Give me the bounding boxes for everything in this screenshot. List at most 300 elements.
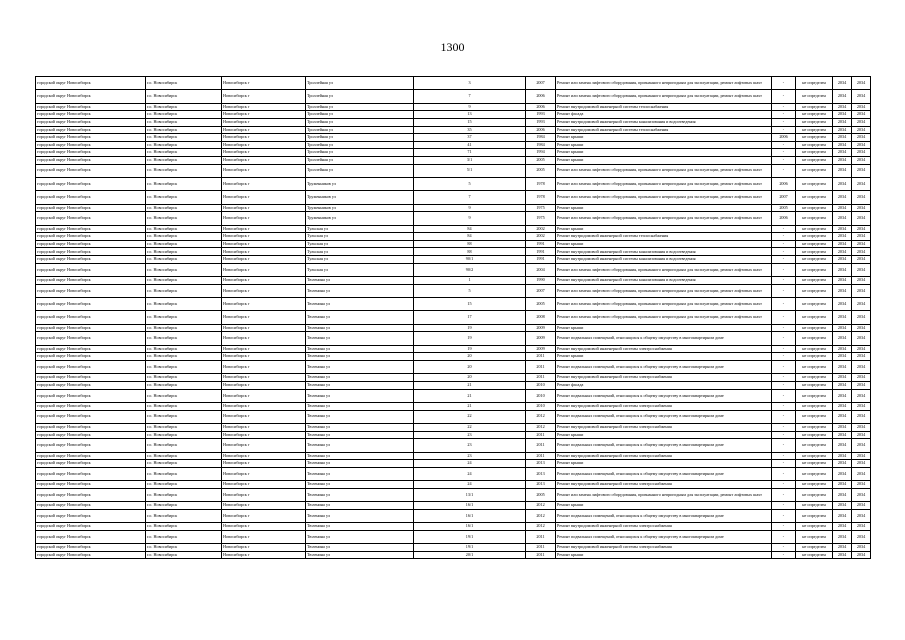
cell-status: не определен [796,191,833,204]
cell-settlement: г.о. Новосибирск [146,452,222,460]
cell-status: не определен [796,311,833,324]
cell-municipality: городской округ Новосибирск [36,389,146,402]
cell-settlement: г.о. Новосибирск [146,248,222,256]
cell-work: Ремонт внутридомовой инженерной системы канализования и водоотведения [556,248,772,256]
cell-flag-year: - [772,263,796,276]
cell-settlement: г.о. Новосибирск [146,134,222,142]
cell-settlement: г.о. Новосибирск [146,381,222,389]
cell-status: не определен [796,509,833,522]
cell-flag-year: - [772,324,796,332]
cell-work: Ремонт крыши [556,156,772,164]
cell-city: Новосибирск г [222,439,306,452]
cell-plan-year-from: 2034 [833,509,852,522]
cell-year: 2006 [526,103,556,111]
cell-street: Труженников ул [306,212,414,225]
cell-plan-year-from: 2034 [833,90,852,103]
cell-plan-year-from: 2034 [833,263,852,276]
cell-settlement: г.о. Новосибирск [146,360,222,373]
table-row [36,423,871,431]
cell-work: Ремонт крыши [556,551,772,559]
cell-city: Новосибирск г [222,410,306,423]
cell-street: Троллейная ул [306,77,414,90]
table-row [36,332,871,345]
cell-status: не определен [796,410,833,423]
cell-municipality: городской округ Новосибирск [36,118,146,126]
cell-municipality: городской округ Новосибирск [36,423,146,431]
cell-settlement: г.о. Новосибирск [146,118,222,126]
cell-flag-year: - [772,439,796,452]
cell-city: Новосибирск г [222,204,306,212]
cell-work: Ремонт подвальных помещений, относящихся к общему имуществу в многоквартирном доме [556,332,772,345]
cell-settlement: г.о. Новосибирск [146,141,222,149]
page-number: 1300 [440,40,465,54]
table-row [36,225,871,233]
cell-municipality: городской округ Новосибирск [36,225,146,233]
cell-municipality: городской округ Новосибирск [36,204,146,212]
cell-house: 16/1 [414,523,526,531]
cell-plan-year-to: 2034 [852,324,871,332]
table-row [36,488,871,501]
cell-municipality: городской округ Новосибирск [36,439,146,452]
cell-plan-year-from: 2034 [833,225,852,233]
cell-city: Новосибирск г [222,149,306,157]
cell-year: 1991 [526,248,556,256]
cell-city: Новосибирск г [222,523,306,531]
cell-plan-year-from: 2034 [833,233,852,241]
cell-plan-year-to: 2034 [852,156,871,164]
cell-status: не определен [796,431,833,439]
cell-municipality: городской округ Новосибирск [36,410,146,423]
cell-settlement: г.о. Новосибирск [146,460,222,468]
cell-house: 41 [414,141,526,149]
cell-year: 2010 [526,402,556,410]
cell-year: 2004 [526,263,556,276]
cell-street: Троллейная ул [306,164,414,177]
table-row [36,431,871,439]
cell-house: 9 [414,103,526,111]
cell-city: Новосибирск г [222,277,306,285]
cell-year: 2013 [526,481,556,489]
cell-settlement: г.о. Новосибирск [146,488,222,501]
cell-work: Ремонт или замена лифтового оборудования, признанного непригодным для эксплуатации, ремонт лифтовых шахт [556,212,772,225]
cell-house: 24 [414,467,526,480]
table-row [36,191,871,204]
cell-settlement: г.о. Новосибирск [146,439,222,452]
cell-plan-year-from: 2034 [833,204,852,212]
cell-municipality: городской округ Новосибирск [36,111,146,119]
repair-schedule-table [35,76,871,559]
cell-flag-year: - [772,298,796,311]
cell-year: 1990 [526,277,556,285]
cell-house: 22 [414,423,526,431]
cell-house: 1 [414,277,526,285]
cell-status: не определен [796,284,833,297]
cell-flag-year: - [772,240,796,248]
cell-plan-year-from: 2034 [833,431,852,439]
cell-plan-year-to: 2034 [852,544,871,552]
cell-work: Ремонт или замена лифтового оборудования, признанного непригодным для эксплуатации, ремонт лифтовых шахт [556,164,772,177]
cell-plan-year-from: 2034 [833,212,852,225]
cell-work: Ремонт внутридомовой инженерной системы теплоснабжения [556,126,772,134]
cell-settlement: г.о. Новосибирск [146,332,222,345]
table-row [36,126,871,134]
cell-status: не определен [796,233,833,241]
cell-work: Ремонт или замена лифтового оборудования, признанного непригодным для эксплуатации, ремонт лифтовых шахт [556,77,772,90]
cell-year: 2011 [526,544,556,552]
cell-flag-year: - [772,467,796,480]
cell-municipality: городской округ Новосибирск [36,191,146,204]
cell-plan-year-to: 2034 [852,402,871,410]
table-row [36,324,871,332]
cell-city: Новосибирск г [222,431,306,439]
cell-municipality: городской округ Новосибирск [36,149,146,157]
cell-municipality: городской округ Новосибирск [36,332,146,345]
table-row [36,481,871,489]
cell-house: 24 [414,481,526,489]
cell-house: 23 [414,431,526,439]
cell-plan-year-to: 2034 [852,256,871,264]
table-row [36,374,871,382]
cell-street: Тюленина ул [306,284,414,297]
cell-plan-year-from: 2034 [833,544,852,552]
cell-municipality: городской округ Новосибирск [36,509,146,522]
cell-street: Труженников ул [306,177,414,190]
cell-flag-year: - [772,311,796,324]
cell-work: Ремонт подвальных помещений, относящихся к общему имуществу в многоквартирном доме [556,410,772,423]
cell-work: Ремонт внутридомовой инженерной системы электроснабжения [556,374,772,382]
cell-settlement: г.о. Новосибирск [146,164,222,177]
cell-status: не определен [796,544,833,552]
cell-street: Тюленина ул [306,439,414,452]
cell-municipality: городской округ Новосибирск [36,277,146,285]
cell-plan-year-to: 2034 [852,488,871,501]
cell-street: Тульская ул [306,248,414,256]
cell-plan-year-from: 2034 [833,481,852,489]
cell-work: Ремонт внутридомовой инженерной системы канализования и водоотведения [556,277,772,285]
table-row [36,177,871,190]
cell-municipality: городской округ Новосибирск [36,402,146,410]
cell-plan-year-from: 2034 [833,467,852,480]
cell-plan-year-to: 2034 [852,103,871,111]
cell-municipality: городской округ Новосибирск [36,345,146,353]
cell-house: 88 [414,248,526,256]
cell-status: не определен [796,488,833,501]
cell-settlement: г.о. Новосибирск [146,324,222,332]
cell-year: 2006 [526,126,556,134]
cell-house: 20/1 [414,551,526,559]
cell-street: Тульская ул [306,263,414,276]
cell-municipality: городской округ Новосибирск [36,488,146,501]
table-row [36,523,871,531]
cell-work: Ремонт фасада [556,381,772,389]
table-row [36,118,871,126]
cell-work: Ремонт или замена лифтового оборудования, признанного непригодным для эксплуатации, ремонт лифтовых шахт [556,90,772,103]
cell-street: Троллейная ул [306,103,414,111]
cell-status: не определен [796,256,833,264]
cell-year: 1978 [526,191,556,204]
cell-year: 2011 [526,452,556,460]
cell-house: 37 [414,134,526,142]
table-row [36,389,871,402]
cell-municipality: городской округ Новосибирск [36,374,146,382]
cell-flag-year: - [772,77,796,90]
cell-house: 24 [414,460,526,468]
cell-house: 15 [414,298,526,311]
cell-street: Тюленина ул [306,467,414,480]
cell-work: Ремонт подвальных помещений, относящихся к общему имуществу в многоквартирном доме [556,439,772,452]
cell-flag-year: - [772,332,796,345]
cell-plan-year-to: 2034 [852,410,871,423]
cell-plan-year-to: 2034 [852,212,871,225]
cell-municipality: городской округ Новосибирск [36,544,146,552]
table-row [36,439,871,452]
cell-house: 35 [414,126,526,134]
cell-city: Новосибирск г [222,233,306,241]
table-row [36,360,871,373]
table-row [36,164,871,177]
table-row [36,77,871,90]
cell-plan-year-to: 2034 [852,126,871,134]
cell-plan-year-to: 2034 [852,177,871,190]
cell-plan-year-from: 2034 [833,77,852,90]
cell-street: Труженников ул [306,204,414,212]
cell-status: не определен [796,225,833,233]
cell-settlement: г.о. Новосибирск [146,353,222,361]
table-row [36,233,871,241]
cell-year: 1993 [526,118,556,126]
cell-city: Новосибирск г [222,509,306,522]
cell-street: Тюленина ул [306,277,414,285]
cell-status: не определен [796,439,833,452]
table-body [36,77,871,559]
cell-municipality: городской округ Новосибирск [36,141,146,149]
cell-street: Троллейная ул [306,141,414,149]
cell-flag-year: - [772,381,796,389]
cell-municipality: городской округ Новосибирск [36,103,146,111]
cell-plan-year-to: 2034 [852,141,871,149]
cell-status: не определен [796,134,833,142]
cell-flag-year: - [772,452,796,460]
cell-year: 1993 [526,111,556,119]
cell-city: Новосибирск г [222,481,306,489]
cell-flag-year: - [772,502,796,510]
cell-work: Ремонт или замена лифтового оборудования, признанного непригодным для эксплуатации, ремонт лифтовых шахт [556,311,772,324]
cell-plan-year-to: 2034 [852,191,871,204]
cell-work: Ремонт внутридомовой инженерной системы электроснабжения [556,452,772,460]
cell-plan-year-from: 2034 [833,156,852,164]
cell-street: Тюленина ул [306,460,414,468]
cell-city: Новосибирск г [222,353,306,361]
cell-status: не определен [796,460,833,468]
cell-settlement: г.о. Новосибирск [146,204,222,212]
cell-work: Ремонт крыши [556,324,772,332]
cell-plan-year-to: 2034 [852,431,871,439]
cell-status: не определен [796,402,833,410]
cell-municipality: городской округ Новосибирск [36,530,146,543]
cell-settlement: г.о. Новосибирск [146,410,222,423]
cell-house: 5/1 [414,164,526,177]
table-row [36,204,871,212]
cell-flag-year: - [772,353,796,361]
table-row [36,277,871,285]
cell-plan-year-from: 2034 [833,149,852,157]
cell-status: не определен [796,277,833,285]
cell-plan-year-from: 2034 [833,423,852,431]
cell-plan-year-to: 2034 [852,423,871,431]
cell-year: 1975 [526,204,556,212]
cell-year: 2013 [526,460,556,468]
table-row [36,284,871,297]
cell-plan-year-to: 2034 [852,381,871,389]
cell-plan-year-to: 2034 [852,389,871,402]
table-row [36,381,871,389]
cell-work: Ремонт подвальных помещений, относящихся к общему имуществу в многоквартирном доме [556,389,772,402]
cell-status: не определен [796,551,833,559]
cell-house: 19/1 [414,530,526,543]
cell-plan-year-to: 2034 [852,164,871,177]
cell-city: Новосибирск г [222,126,306,134]
table-row [36,410,871,423]
cell-year: 2011 [526,551,556,559]
cell-flag-year: - [772,431,796,439]
cell-plan-year-from: 2034 [833,381,852,389]
cell-plan-year-to: 2034 [852,248,871,256]
cell-status: не определен [796,118,833,126]
cell-settlement: г.о. Новосибирск [146,509,222,522]
cell-settlement: г.о. Новосибирск [146,90,222,103]
cell-settlement: г.о. Новосибирск [146,298,222,311]
cell-city: Новосибирск г [222,502,306,510]
cell-work: Ремонт подвальных помещений, относящихся к общему имуществу в многоквартирном доме [556,360,772,373]
table-row [36,263,871,276]
cell-year: 2012 [526,523,556,531]
cell-municipality: городской округ Новосибирск [36,324,146,332]
cell-municipality: городской округ Новосибирск [36,460,146,468]
cell-flag-year: - [772,423,796,431]
cell-work: Ремонт крыши [556,460,772,468]
table-row [36,467,871,480]
cell-city: Новосибирск г [222,544,306,552]
cell-municipality: городской округ Новосибирск [36,77,146,90]
cell-city: Новосибирск г [222,374,306,382]
cell-street: Тюленина ул [306,360,414,373]
cell-plan-year-to: 2034 [852,439,871,452]
cell-status: не определен [796,263,833,276]
cell-municipality: городской округ Новосибирск [36,177,146,190]
cell-municipality: городской округ Новосибирск [36,284,146,297]
cell-street: Тюленина ул [306,389,414,402]
cell-flag-year: - [772,103,796,111]
cell-city: Новосибирск г [222,191,306,204]
cell-plan-year-to: 2034 [852,509,871,522]
cell-municipality: городской округ Новосибирск [36,256,146,264]
cell-year: 2007 [526,284,556,297]
cell-settlement: г.о. Новосибирск [146,402,222,410]
cell-street: Троллейная ул [306,156,414,164]
cell-house: 7 [414,191,526,204]
cell-flag-year: - [772,544,796,552]
cell-city: Новосибирск г [222,90,306,103]
cell-house: 90/1 [414,256,526,264]
cell-year: 1994 [526,149,556,157]
cell-house: 19 [414,332,526,345]
cell-settlement: г.о. Новосибирск [146,523,222,531]
cell-work: Ремонт или замена лифтового оборудования, признанного непригодным для эксплуатации, ремонт лифтовых шахт [556,177,772,190]
cell-status: не определен [796,530,833,543]
cell-house: 20 [414,374,526,382]
cell-settlement: г.о. Новосибирск [146,126,222,134]
cell-street: Троллейная ул [306,90,414,103]
cell-house: 71 [414,149,526,157]
cell-settlement: г.о. Новосибирск [146,389,222,402]
cell-year: 2011 [526,360,556,373]
cell-street: Тюленина ул [306,311,414,324]
cell-flag-year: - [772,523,796,531]
cell-house: 84 [414,233,526,241]
cell-house: 23 [414,452,526,460]
cell-plan-year-to: 2034 [852,332,871,345]
cell-year: 1984 [526,141,556,149]
cell-work: Ремонт крыши [556,149,772,157]
cell-settlement: г.о. Новосибирск [146,263,222,276]
table-row [36,509,871,522]
cell-year: 2009 [526,332,556,345]
cell-work: Ремонт или замена лифтового оборудования, признанного непригодным для эксплуатации, ремонт лифтовых шахт [556,298,772,311]
cell-municipality: городской округ Новосибирск [36,481,146,489]
table-row [36,90,871,103]
cell-year: 1978 [526,177,556,190]
cell-plan-year-from: 2034 [833,353,852,361]
cell-year: 2012 [526,410,556,423]
cell-work: Ремонт внутридомовой инженерной системы электроснабжения [556,544,772,552]
cell-plan-year-from: 2034 [833,488,852,501]
cell-house: 88 [414,240,526,248]
cell-year: 2012 [526,502,556,510]
cell-municipality: городской округ Новосибирск [36,240,146,248]
cell-house: 3/1 [414,156,526,164]
cell-settlement: г.о. Новосибирск [146,374,222,382]
cell-plan-year-from: 2034 [833,530,852,543]
cell-year: 1991 [526,256,556,264]
cell-house: 21 [414,381,526,389]
cell-flag-year: - [772,164,796,177]
cell-house: 13/1 [414,488,526,501]
cell-city: Новосибирск г [222,284,306,297]
cell-plan-year-to: 2034 [852,77,871,90]
cell-year: 2011 [526,439,556,452]
cell-municipality: городской округ Новосибирск [36,360,146,373]
cell-work: Ремонт внутридомовой инженерной системы электроснабжения [556,423,772,431]
cell-street: Тюленина ул [306,298,414,311]
cell-municipality: городской округ Новосибирск [36,523,146,531]
table-row [36,544,871,552]
cell-year: 2011 [526,431,556,439]
cell-work: Ремонт крыши [556,141,772,149]
cell-status: не определен [796,374,833,382]
cell-city: Новосибирск г [222,460,306,468]
cell-plan-year-from: 2034 [833,191,852,204]
cell-municipality: городской округ Новосибирск [36,298,146,311]
cell-plan-year-to: 2034 [852,225,871,233]
cell-city: Новосибирск г [222,423,306,431]
table-row [36,256,871,264]
cell-work: Ремонт крыши [556,353,772,361]
cell-plan-year-to: 2034 [852,284,871,297]
cell-plan-year-from: 2034 [833,277,852,285]
cell-flag-year: - [772,374,796,382]
cell-city: Новосибирск г [222,103,306,111]
cell-settlement: г.о. Новосибирск [146,311,222,324]
